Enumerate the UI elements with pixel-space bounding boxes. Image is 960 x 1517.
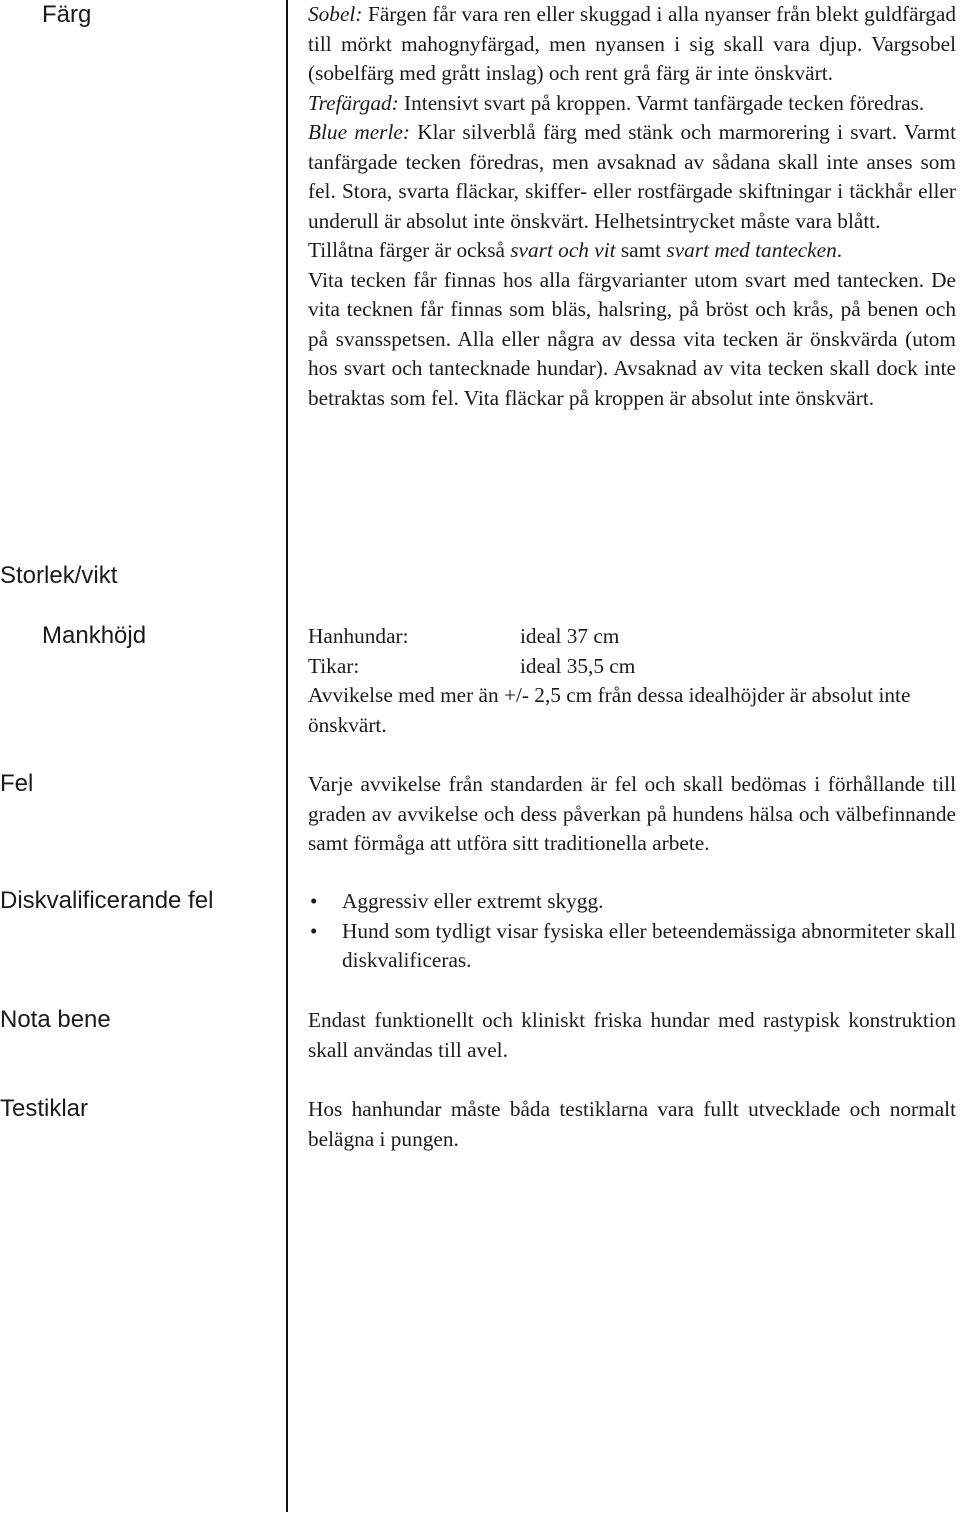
list-item (308, 917, 956, 976)
label-farg: Färg (42, 1, 92, 28)
label-testiklar: Testiklar (0, 1095, 89, 1122)
testiklar-section (308, 1095, 956, 1154)
measure-row-hanhundar (308, 622, 956, 652)
mankhojd-note: Avvikelse med mer än +/- 2,5 cm från dessa idealhöjder är absolut inte önskvärt. (308, 683, 911, 737)
bullet-icon: • (310, 889, 318, 913)
fel-section (308, 770, 956, 859)
measure-key: Hanhundar: (308, 624, 409, 648)
fel-text: Varje avvikelse från standarden är fel och skall bedömas i förhållande till graden av avvikelse och dess påverkan på hundens hälsa och välbefinnande samt förmåga att utföra sitt traditionella arbete. (308, 772, 956, 855)
tillatna-lead: Tillåtna färger är också (308, 238, 511, 262)
label-mankhojd: Mankhöjd (42, 622, 147, 649)
trefargad-term: Trefärgad: (308, 90, 399, 115)
farg-section (308, 0, 956, 413)
list-item-text: Aggressiv eller extremt skygg. (342, 889, 604, 913)
sobel-text: Färgen får vara ren eller skuggad i alla nyanser från blekt guldfärgad till mörkt mahognyfärgad, men nyansen i sig skall vara djup. Vargsobel (sobelfärg med grått inslag) och rent grå färg är inte önskvärt. (308, 2, 956, 85)
diskvalificerande-list (308, 887, 956, 976)
measure-value: ideal 35,5 cm (520, 653, 636, 678)
measure-value: ideal 37 cm (520, 624, 620, 648)
vita-tecken-paragraph: Vita tecken får finnas hos alla färgvarianter utom svart med tantecken. De vita tecknen får finnas som bläs, halsring, på bröst och krås, på benen och på svansspetsen. Alla eller några av dessa vita tecken är önskvärda (utom hos svart och tantecknade hundar). Avsaknad av vita tecken skall dock inte betraktas som fel. Vita fläckar på kroppen är absolut inte önskvärt. (308, 267, 956, 410)
testiklar-text: Hos hanhundar måste båda testiklarna vara fullt utvecklade och normalt belägna i pungen. (308, 1097, 956, 1151)
mankhojd-section (308, 622, 956, 740)
nota-bene-section (308, 1006, 956, 1065)
tillatna-svart-och-vit: svart och vit (510, 238, 616, 262)
label-nota-bene: Nota bene (0, 1006, 111, 1033)
blue-merle-paragraph (308, 118, 956, 236)
list-item (308, 887, 956, 917)
trefargad-text: Intensivt svart på kroppen. Varmt tanfärgade tecken föredras. (398, 90, 925, 115)
column-divider (286, 0, 288, 1512)
sobel-paragraph (308, 0, 956, 89)
tillatna-svart-med-tantecken: svart med tantecken (666, 238, 837, 262)
blue-merle-term: Blue merle: (308, 120, 410, 144)
label-storlek-vikt: Storlek/vikt (0, 562, 118, 589)
tillatna-end: . (836, 238, 843, 262)
label-diskvalificerande-fel: Diskvalificerande fel (0, 887, 214, 914)
blue-merle-text: Klar silverblå färg med stänk och marmorering i svart. Varmt tanfärgade tecken föredras, men avsaknad av sådana skall inte anses som fel. Stora, svarta fläckar, skiffer- eller rostfärgade skiftningar i täckhår eller underull är absolut inte önskvärt. Helhetsintrycket måste vara blått. (308, 120, 956, 233)
trefargad-paragraph (308, 89, 956, 119)
diskvalificerande-section (308, 887, 956, 976)
measure-key: Tikar: (308, 653, 360, 678)
tillatna-mid: samt (615, 238, 667, 262)
label-fel: Fel (0, 770, 34, 797)
sobel-term: Sobel: (308, 2, 363, 26)
list-item-text: Hund som tydligt visar fysiska eller beteendemässiga abnormiteter skall diskvalificeras. (342, 918, 956, 972)
nota-bene-text: Endast funktionellt och kliniskt friska hundar med rastypisk konstruktion skall användas till avel. (308, 1008, 956, 1062)
tillatna-farger-paragraph (308, 236, 956, 266)
measure-row-tikar (308, 652, 956, 682)
bullet-icon: • (310, 918, 318, 943)
